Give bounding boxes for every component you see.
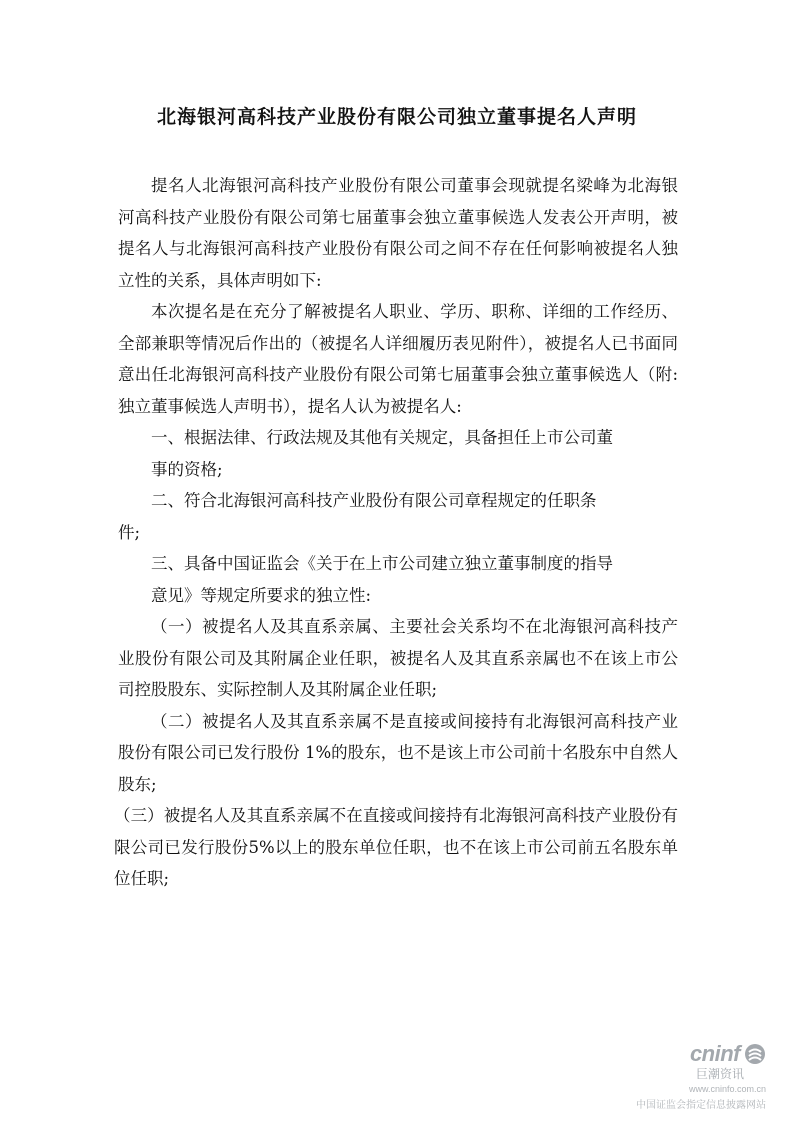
watermark-url: www.cninfo.com.cn	[688, 1084, 766, 1094]
item-articles-line2: 件;	[118, 522, 141, 542]
paragraph-nomination-basis: 本次提名是在充分了解被提名人职业、学历、职称、详细的工作经历、全部兼职等情况后作出的（被提名人详细履历表见附件），被提名人已书面同意出任北海银河高科技产业股份有限公司第七届董事会独立董事候选人（附: 独立董事候选人声明书），提名人认为被提名人:	[118, 302, 678, 416]
watermark-logo-row	[596, 1041, 766, 1067]
item-independence-line2: 意见》等规定所要求的独立性:	[151, 585, 372, 605]
sub-item-employment: （一）被提名人及其直系亲属、主要社会关系均不在北海银河高科技产业股份有限公司及其附属企业任职，被提名人及其直系亲属也不在该上市公司控股股东、实际控制人及其附属企业任职;	[118, 617, 678, 699]
item-articles-line1: 二、符合北海银河高科技产业股份有限公司章程规定的任职条	[151, 491, 597, 510]
watermark-brand-cn: 巨潮资讯	[695, 1067, 744, 1081]
sub-item-shareholding: （二）被提名人及其直系亲属不是直接或间接持有北海银河高科技产业股份有限公司已发行股份 1%的股东，也不是该上市公司前十名股东中自然人股东;	[118, 711, 678, 794]
item-qualification-line2: 事的资格;	[151, 459, 223, 479]
sub-item-shareholder-unit: （三）被提名人及其直系亲属不在直接或间接持有北海银河高科技产业股份有限公司已发行股份5%以上的股东单位任职，也不在该上市公司前五名股东单位任职;	[114, 806, 678, 888]
document-body	[114, 170, 678, 895]
watermark-brand: cninf	[689, 1041, 740, 1066]
paragraph-nomination-statement: 提名人北海银河高科技产业股份有限公司董事会现就提名梁峰为北海银河高科技产业股份有限公司第七届董事会独立董事候选人发表公开声明，被提名人与北海银河高科技产业股份有限公司之间不存在任何影响被提名人独立性的关系，具体声明如下:	[118, 176, 678, 290]
watermark-note: 中国证监会指定信息披露网站	[636, 1100, 766, 1111]
item-independence-line1: 三、具备中国证监会《关于在上市公司建立独立董事制度的指导	[151, 554, 613, 573]
item-qualification-line1: 一、根据法律、行政法规及其他有关规定，具备担任上市公司董	[151, 428, 613, 447]
cninfo-logo-icon	[744, 1043, 766, 1065]
document-title: 北海银河高科技产业股份有限公司独立董事提名人声明	[156, 106, 637, 128]
cninfo-watermark	[596, 1041, 766, 1111]
